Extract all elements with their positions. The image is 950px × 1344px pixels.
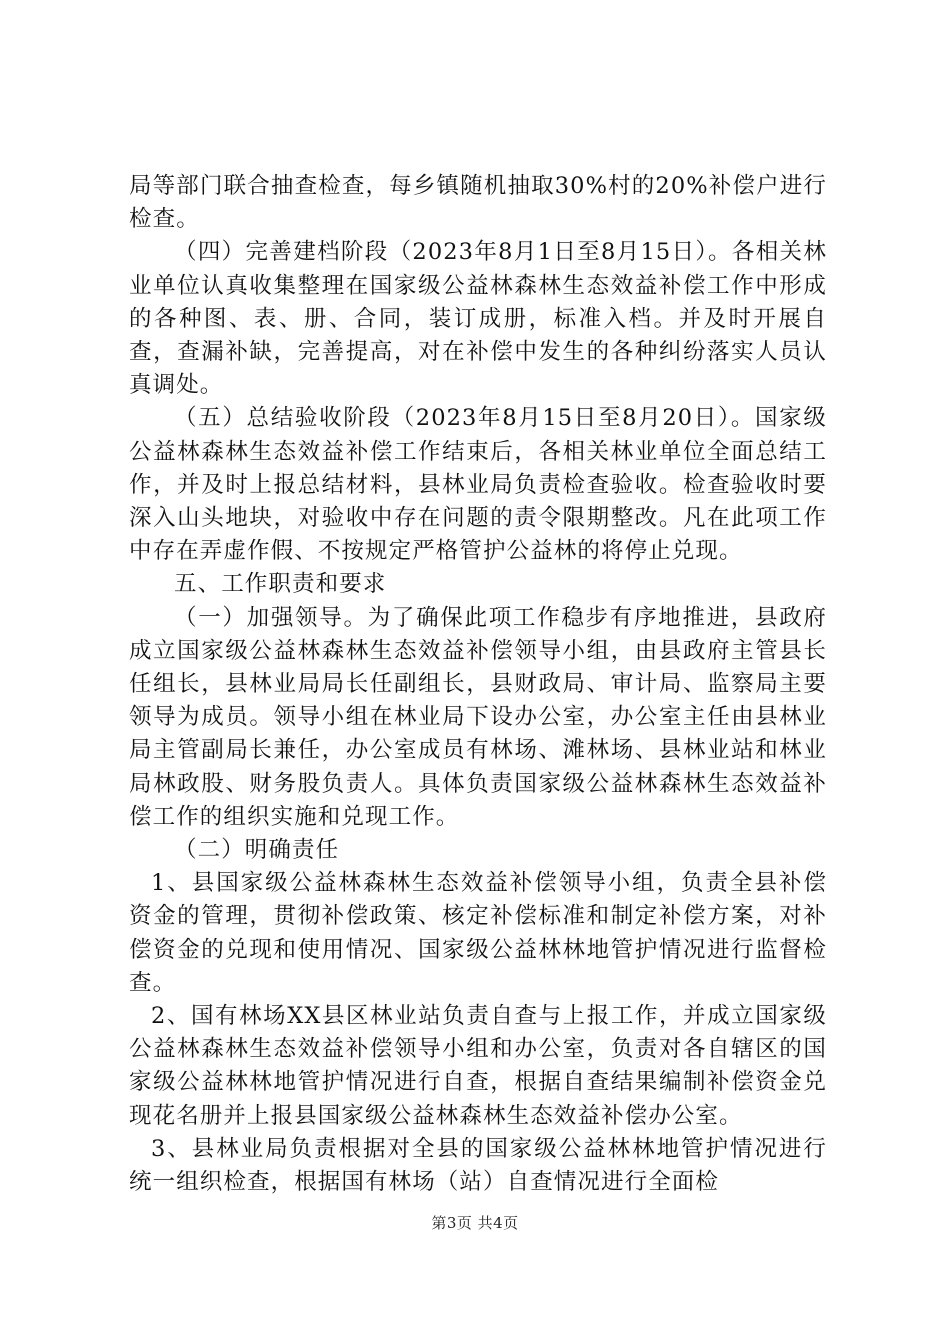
paragraph-item-2: 2、国有林场XX县区林业站负责自查与上报工作，并成立国家级公益林森林生态效益补偿领导小组和办公室，负责对各自辖区的国家级公益林林地管护情况进行自查，根据自查结果编制补偿资金兑现花名册并上报县国家级公益林森林生态效益补偿办公室。 <box>129 1003 827 1129</box>
paragraph-archiving-stage: （四）完善建档阶段（2023年8月1日至8月15日）。各相关林业单位认真收集整理在国家级公益林森林生态效益补偿工作中形成的各种图、表、册、合同，装订成册，标准入档。并及时开展自查，查漏补缺，完善提高，对在补偿中发生的各种纠纷落实人员认真调处。 <box>129 239 827 399</box>
paragraph-item-3: 3、县林业局负责根据对全县的国家级公益林林地管护情况进行统一组织检查，根据国有林场（站）自查情况进行全面检 <box>129 1135 827 1196</box>
section-heading-duties: 五、工作职责和要求 <box>174 571 387 598</box>
document-body <box>129 170 827 1199</box>
subheading-responsibility: （二）明确责任 <box>174 837 340 864</box>
paragraph-acceptance-stage: （五）总结验收阶段（2023年8月15日至8月20日）。国家级公益林森林生态效益补偿工作结束后，各相关林业单位全面总结工作，并及时上报总结材料，县林业局负责检查验收。检查验收时要深入山头地块，对验收中存在问题的责令限期整改。凡在此项工作中存在弄虚作假、不按规定严格管护公益林的将停止兑现。 <box>129 405 827 565</box>
paragraph-continuation: 局等部门联合抽查检查，每乡镇随机抽取30%村的20%补偿户进行检查。 <box>129 173 827 233</box>
paragraph-item-1: 1、县国家级公益林森林生态效益补偿领导小组，负责全县补偿资金的管理，贯彻补偿政策、核定补偿标准和制定补偿方案，对补偿资金的兑现和使用情况、国家级公益林林地管护情况进行监督检查。 <box>129 870 827 996</box>
paragraph-leadership: （一）加强领导。为了确保此项工作稳步有序地推进，县政府成立国家级公益林森林生态效益补偿领导小组，由县政府主管县长任组长，县林业局局长任副组长，县财政局、审计局、监察局主要领导为成员。领导小组在林业局下设办公室，办公室主任由县林业局主管副局长兼任，办公室成员有林场、滩林场、县林业站和林业局林政股、财务股负责人。具体负责国家级公益林森林生态效益补偿工作的组织实施和兑现工作。 <box>129 604 827 830</box>
page-footer: 第3页 共4页 <box>431 1214 519 1232</box>
